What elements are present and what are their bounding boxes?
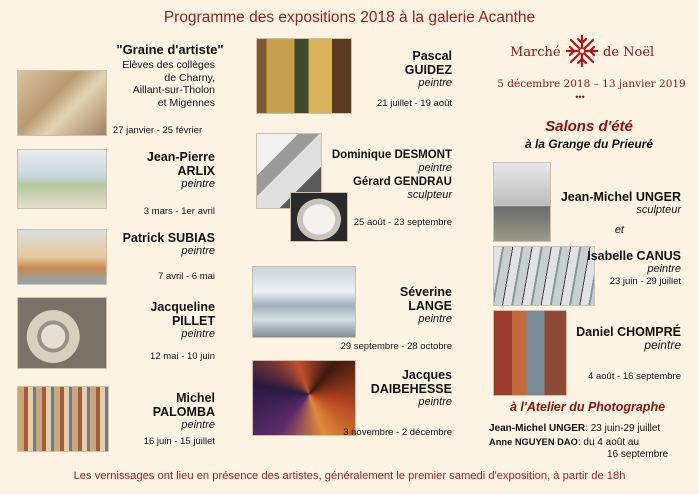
daibehesse-last: DAIBEHESSE — [370, 382, 452, 396]
atelier-line1-date: : 23 juin-29 juillet — [585, 423, 661, 434]
separator-dots: ••• — [575, 92, 585, 102]
guidez-first: Pascal — [412, 49, 452, 63]
guidez-last: GUIDEZ — [404, 63, 452, 77]
palomba-last: PALOMBA — [152, 405, 215, 419]
subias-name: Patrick SUBIAS — [122, 231, 215, 245]
canus-name: Isabelle CANUS — [587, 249, 681, 263]
et-label: et — [614, 224, 624, 236]
desmont-name: Dominique DESMONT — [331, 149, 452, 161]
footer-note: Les vernissages ont lieu en présence des artistes, généralement le premier samedi d'exposition, à partir de 18h — [73, 470, 626, 482]
lange-role: peintre — [418, 313, 452, 325]
salons-subtitle: à la Grange du Prieuré — [524, 137, 654, 151]
graine-artwork-image — [17, 70, 107, 136]
subias-role: peintre — [181, 245, 215, 257]
unger-name: Jean-Michel UNGER — [560, 190, 681, 204]
pillet-last: PILLET — [171, 314, 215, 328]
atelier-line3: 16 septembre — [607, 449, 669, 460]
graine-line3: Aillant-sur-Tholon — [132, 84, 215, 96]
palomba-role: peintre — [181, 419, 215, 431]
guidez-date: 21 juillet - 19 août — [377, 98, 452, 109]
pillet-painting-image — [17, 297, 107, 369]
palomba-first: Michel — [176, 391, 215, 405]
canus-date: 23 juin - 29 juillet — [609, 276, 681, 287]
arlix-painting-image — [17, 149, 107, 209]
arlix-role: peintre — [181, 178, 215, 190]
atelier-line1-name: Jean-Michel UNGER — [489, 423, 586, 434]
gendrau-date: 25 août - 23 septembre — [353, 217, 452, 228]
graine-line4: et Migennes — [157, 96, 215, 109]
chompre-role: peintre — [644, 338, 681, 352]
marche-date: 5 décembre 2018 – 13 janvier 2019 — [497, 78, 686, 90]
pillet-date: 12 mai - 10 juin — [150, 351, 215, 362]
canus-role: peintre — [647, 263, 681, 275]
arlix-date: 3 mars - 1er avril — [143, 206, 215, 217]
arlix-last: ARLIX — [177, 164, 215, 178]
daibehesse-role: peintre — [418, 396, 452, 408]
lange-last: LANGE — [408, 299, 452, 313]
daibehesse-first: Jacques — [401, 368, 452, 382]
desmont-role: peintre — [418, 162, 452, 174]
graine-line1: Elèves des collèges — [122, 59, 215, 71]
palomba-painting-image — [17, 386, 109, 452]
marche-label-right: de Noël — [603, 45, 655, 60]
unger-sculpture-image — [493, 162, 551, 242]
subias-date: 7 avril - 6 mai — [157, 271, 215, 282]
subias-painting-image — [17, 229, 107, 285]
atelier-title: à l'Atelier du Photographe — [509, 400, 666, 414]
lange-first: Séverine — [399, 285, 452, 299]
salons-title: Salons d'été — [545, 118, 633, 135]
pillet-role: peintre — [181, 328, 215, 340]
atelier-line2-name: Anne NGUYEN DAO — [489, 436, 578, 447]
atelier-line2-date: : du 4 août au — [577, 436, 640, 448]
daibehesse-date: 3 novembre - 2 décembre — [343, 427, 452, 438]
unger-role: sculpteur — [636, 204, 681, 216]
chompre-date: 4 août - 16 septembre — [588, 371, 681, 382]
pillet-first: Jacqueline — [150, 300, 215, 314]
gendrau-name: Gérard GENDRAU — [352, 176, 452, 188]
graine-line2: de Charny, — [164, 71, 215, 84]
page-title: Programme des expositions 2018 à la galerie Acanthe — [163, 9, 536, 26]
gendrau-role: sculpteur — [407, 189, 452, 201]
lange-date: 29 septembre - 28 octobre — [340, 341, 452, 352]
arlix-first: Jean-Pierre — [146, 150, 215, 164]
marche-label-left: Marché — [510, 45, 561, 60]
chompre-name: Daniel CHOMPRÉ — [576, 325, 681, 339]
graine-title: "Graine d'artiste" — [116, 42, 224, 57]
palomba-date: 16 juin - 15 juillet — [143, 436, 215, 447]
snowflake-icon — [565, 34, 599, 68]
graine-date: 27 janvier - 25 février — [112, 125, 203, 136]
chompre-painting-image — [493, 310, 567, 396]
guidez-role: peintre — [418, 77, 452, 89]
